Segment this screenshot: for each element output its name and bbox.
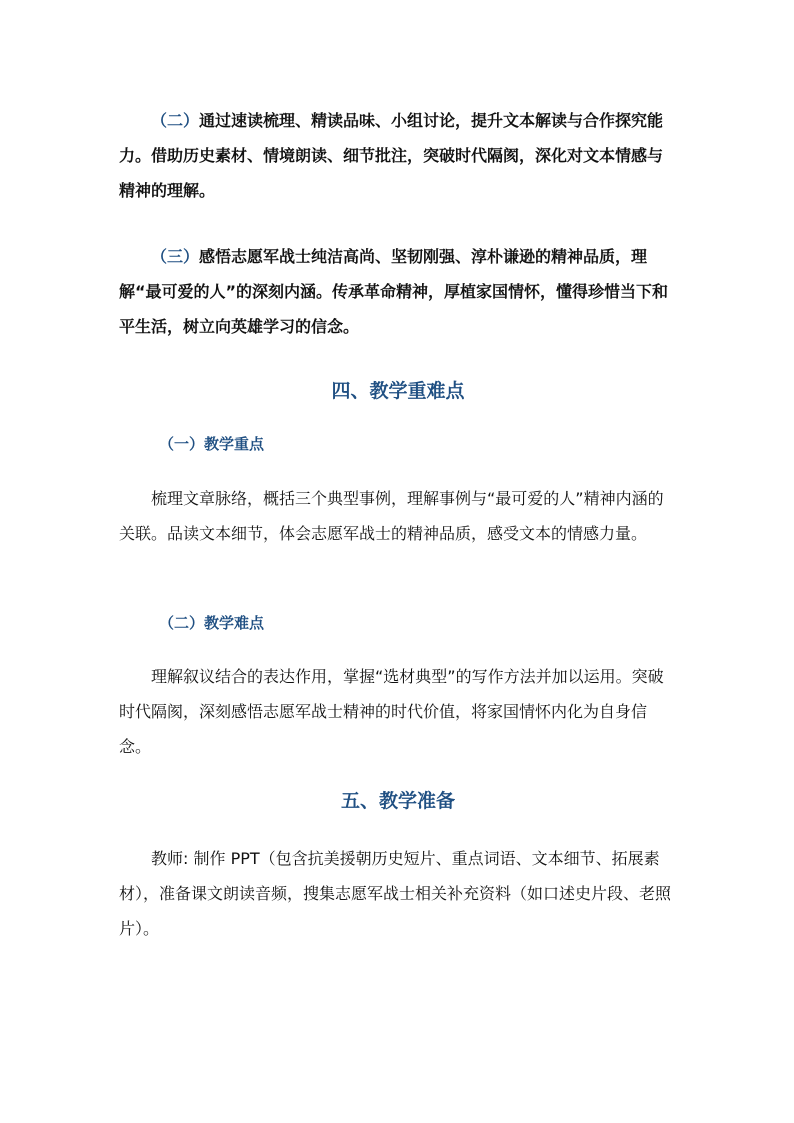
objective-3-text: 感悟志愿军战士纯洁高尚、坚韧刚强、淳朴谦逊的精神品质，理解“最可爱的人”的深刻内涵。传承革命精神，厚植家国情怀，懂得珍惜当下和平生活，树立向英雄学习的信念。 (119, 247, 669, 336)
key-points-heading: （一）教学重点 (159, 435, 265, 453)
section-4-title: 四、教学重难点 (331, 380, 465, 402)
key-points-paragraph: 梳理文章脉络，概括三个典型事例，理解事例与“最可爱的人”精神内涵的关联。品读文本细节，体会志愿军战士的精神品质，感受文本的情感力量。 (119, 489, 664, 543)
objective-2-marker: （二） (151, 111, 200, 130)
difficult-points-heading: （二）教学难点 (159, 614, 265, 632)
objective-2-text: 通过速读梳理、精读品味、小组讨论，提升文本解读与合作探究能力。借助历史素材、情境朗读、细节批注，突破时代隔阂，深化对文本情感与精神的理解。 (119, 111, 664, 200)
objective-2-paragraph (119, 103, 677, 208)
difficult-points-paragraph: 理解叙议结合的表达作用，掌握“选材典型”的写作方法并加以运用。突破时代隔阂，深刻感悟志愿军战士精神的时代价值，将家国情怀内化为自身信念。 (119, 667, 664, 756)
objective-3-marker: （三） (151, 247, 200, 266)
preparation-paragraph: 教师: 制作 PPT（包含抗美援朝历史短片、重点词语、文本细节、拓展素材），准备课文朗读音频，搜集志愿军战士相关补充资料（如口述史片段、老照片）。 (119, 849, 672, 938)
objective-3-paragraph (119, 239, 677, 344)
section-5-title: 五、教学准备 (340, 790, 455, 812)
